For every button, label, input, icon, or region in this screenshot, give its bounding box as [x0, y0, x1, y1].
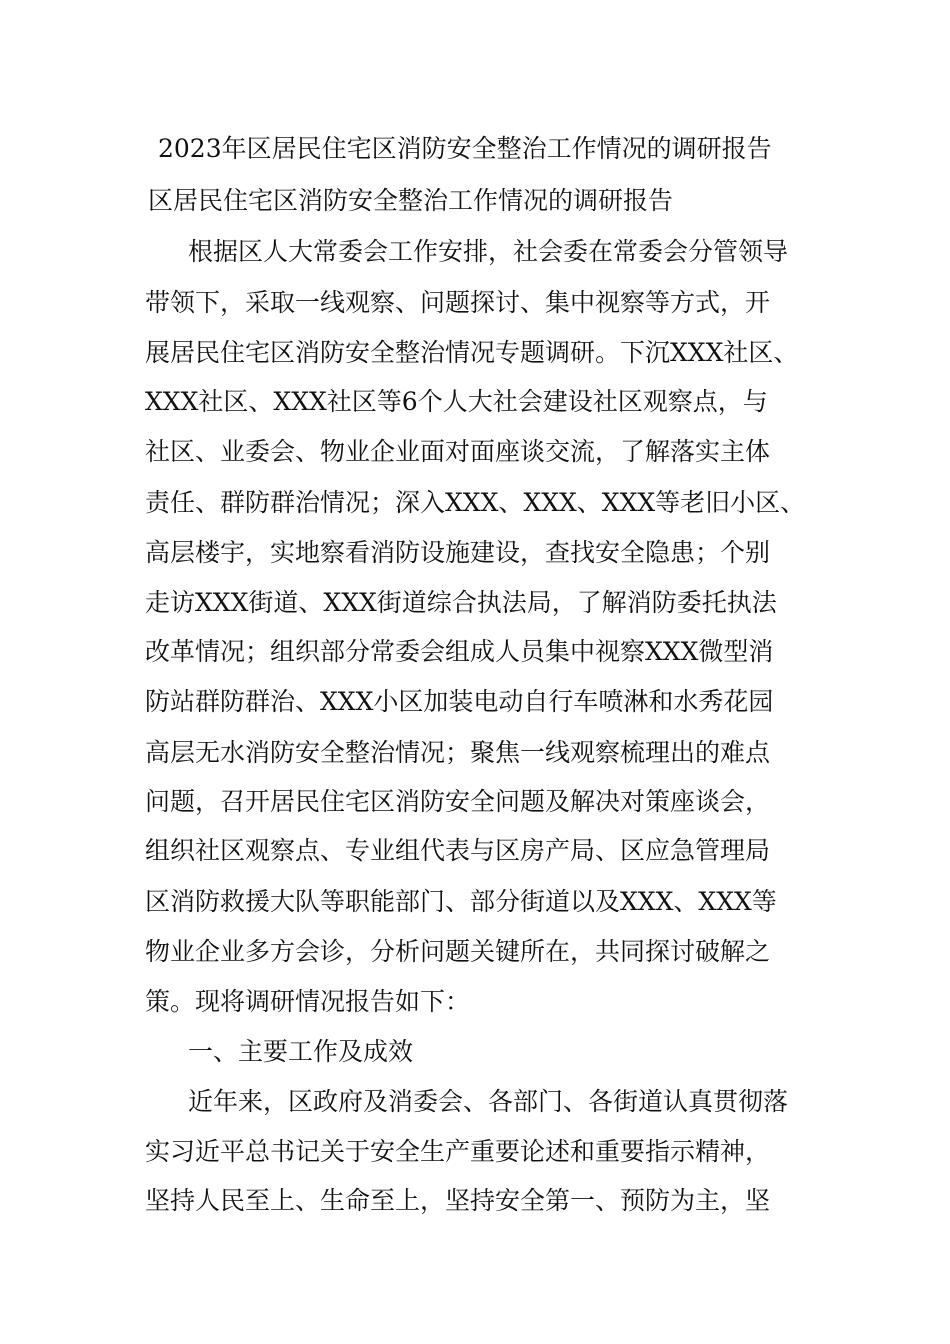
text-line: 根据区人大常委会工作安排，社会委在常委会分管领导 [188, 237, 789, 266]
text-line: 带领下，采取一线观察、问题探讨、集中视察等方式，开 [145, 288, 771, 317]
text-line: 展居民住宅区消防安全整治情况专题调研。下沉XXX社区、 [145, 338, 799, 367]
section-heading: 一、主要工作及成效 [188, 1037, 414, 1066]
text-line: 组织社区观察点、专业组代表与区房产局、区应急管理局 [145, 836, 771, 865]
text-line: 责任、群防群治情况；深入XXX、XXX、XXX等老旧小区、 [145, 488, 806, 517]
text-line: 策。现将调研情况报告如下： [145, 987, 471, 1016]
text-line: 问题，召开居民住宅区消防安全问题及解决对策座谈会， [145, 787, 771, 816]
text-line: 物业企业多方会诊，分析问题关键所在，共同探讨破解之 [145, 937, 771, 966]
text-line: 区消防救援大队等职能部门、部分街道以及XXX、XXX等 [145, 887, 777, 916]
text-line: 走访XXX街道、XXX街道综合执法局，了解消防委托执法 [145, 588, 777, 617]
text-line: 高层无水消防安全整治情况；聚焦一线观察梳理出的难点 [145, 738, 771, 767]
text-line: 社区、业委会、物业企业面对面座谈交流，了解落实主体 [145, 437, 771, 466]
text-line: 坚持人民至上、生命至上，坚持安全第一、预防为主，坚 [145, 1186, 771, 1215]
document-title: 2023年区居民住宅区消防安全整治工作情况的调研报告 [158, 134, 772, 163]
text-line: 防站群防群治、XXX小区加装电动自行车喷淋和水秀花园 [145, 687, 774, 716]
document-subtitle: 区居民住宅区消防安全整治工作情况的调研报告 [148, 186, 674, 215]
text-line: 高层楼宇，实地察看消防设施建设，查找安全隐患；个别 [145, 538, 771, 567]
text-line: 实习近平总书记关于安全生产重要论述和重要指示精神， [145, 1137, 771, 1166]
text-line: 近年来，区政府及消委会、各部门、各街道认真贯彻落 [188, 1087, 789, 1116]
text-line: XXX社区、XXX社区等6个人大社会建设社区观察点，与 [145, 387, 768, 416]
text-line: 改革情况；组织部分常委会组成人员集中视察XXX微型消 [145, 637, 774, 666]
